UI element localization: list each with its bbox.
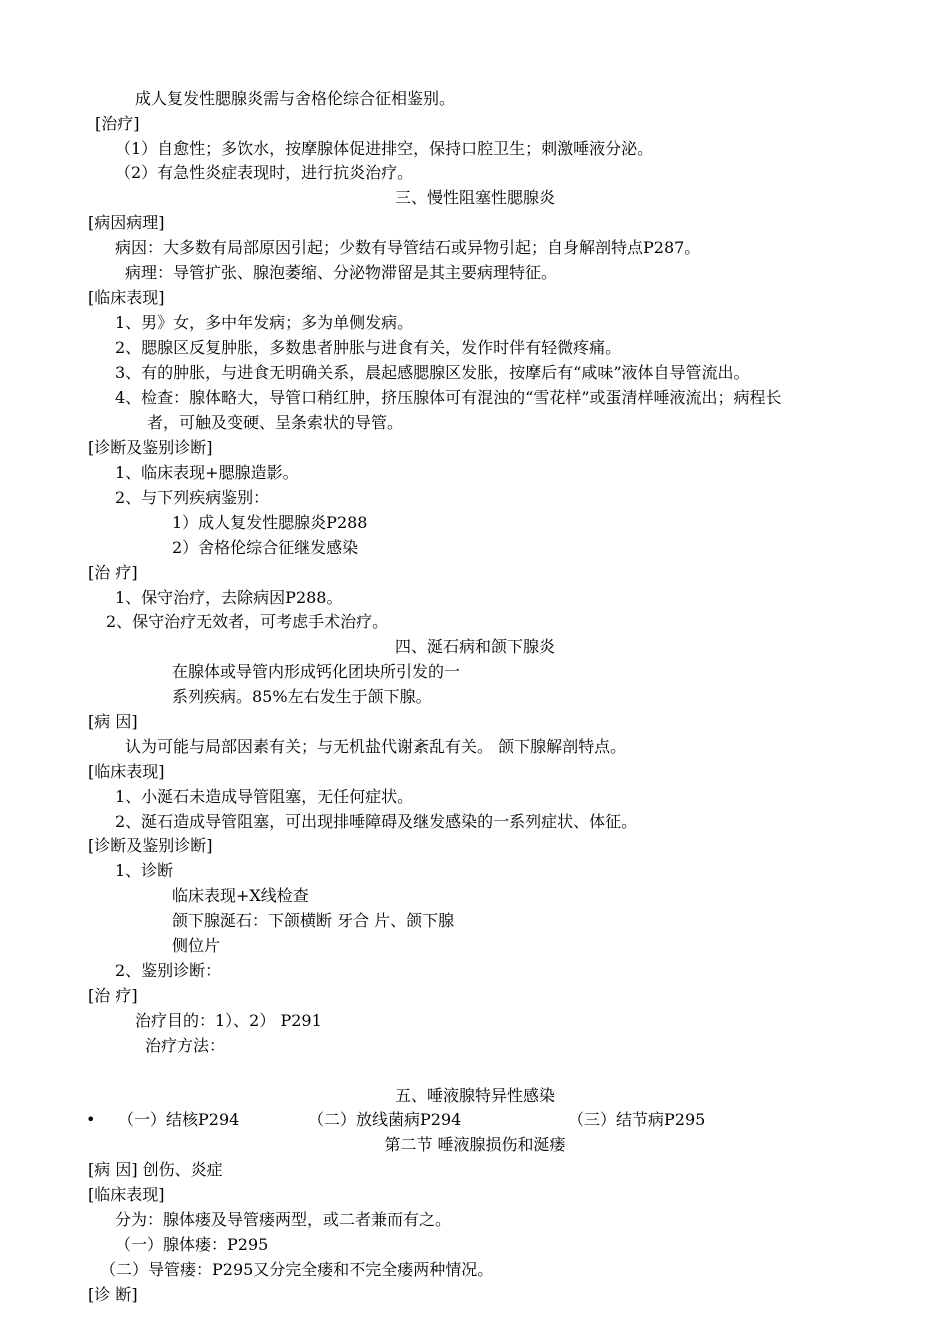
section-heading: 四、涎石病和颌下腺炎 (394, 637, 555, 656)
section-label: [诊 断] (88, 1285, 138, 1304)
bullet-list-row (0, 1110, 950, 1134)
list-item: （二）放线菌病P294 (308, 1110, 462, 1129)
text-line: 1）成人复发性腮腺炎P288 (172, 513, 368, 532)
section-label: [治疗] (95, 114, 140, 133)
section-label: [治 疗] (88, 563, 138, 582)
text-line: 2、与下列疾病鉴别： (115, 488, 270, 507)
section-label: [临床表现] (88, 1185, 165, 1204)
text-line: 3、有的肿胀，与进食无明确关系，晨起感腮腺区发胀，按摩后有“咸味”液体自导管流出。 (115, 363, 750, 382)
text-line: （1）自愈性；多饮水，按摩腺体促进排空，保持口腔卫生；刺激唾液分泌。 (115, 139, 654, 158)
text-line: 在腺体或导管内形成钙化团块所引发的一 (172, 662, 461, 681)
section-label: [病 因] 创伤、炎症 (88, 1160, 223, 1179)
text-line: 1、保守治疗，去除病因P288。 (115, 588, 343, 607)
text-line: 病理：导管扩张、腺泡萎缩、分泌物滞留是其主要病理特征。 (125, 263, 558, 282)
text-line: 侧位片 (172, 936, 221, 955)
section-label: [治 疗] (88, 986, 138, 1005)
section-label: [临床表现] (88, 762, 165, 781)
section-heading: 三、慢性阻塞性腮腺炎 (394, 188, 555, 207)
text-line: 2、保守治疗无效者，可考虑手术治疗。 (106, 612, 389, 631)
text-line: 认为可能与局部因素有关；与无机盐代谢紊乱有关。 颌下腺解剖特点。 (125, 737, 627, 756)
text-line: （2）有急性炎症表现时，进行抗炎治疗。 (115, 163, 414, 182)
text-line: 临床表现+X线检查 (172, 886, 309, 905)
section-label: [临床表现] (88, 288, 165, 307)
text-line: 者，可触及变硬、呈条索状的导管。 (147, 413, 404, 432)
list-item: （一）结核P294 (118, 1110, 240, 1129)
text-line: 治疗方法： (145, 1036, 226, 1055)
text-line: 成人复发性腮腺炎需与舍格伦综合征相鉴别。 (135, 89, 456, 108)
section-heading: 五、唾液腺特异性感染 (394, 1086, 555, 1105)
text-line: 1、临床表现+腮腺造影。 (115, 463, 299, 482)
text-line: 2、涎石造成导管阻塞，可出现排唾障碍及继发感染的一系列症状、体征。 (115, 812, 638, 831)
text-line: 4、检查：腺体略大，导管口稍红肿，挤压腺体可有混浊的“雪花样”或蛋清样唾液流出；病程长 (115, 388, 782, 407)
text-line: 1、小涎石未造成导管阻塞，无任何症状。 (115, 787, 414, 806)
text-line: 分为：腺体瘘及导管瘘两型，或二者兼而有之。 (115, 1210, 452, 1229)
section-label: [诊断及鉴别诊断] (88, 438, 213, 457)
text-line: 治疗目的：1）、2） P291 (135, 1011, 322, 1030)
section-heading: 第二节 唾液腺损伤和涎瘘 (384, 1135, 566, 1154)
text-line: 系列疾病。85%左右发生于颌下腺。 (172, 687, 432, 706)
text-line: 2、鉴别诊断： (115, 961, 222, 980)
text-line: （一）腺体瘘：P295 (115, 1235, 269, 1254)
bullet-marker: • (86, 1110, 96, 1129)
text-line: 病因：大多数有局部原因引起；少数有导管结石或异物引起；自身解剖特点P287。 (115, 238, 701, 257)
section-label: [诊断及鉴别诊断] (88, 836, 213, 855)
text-line: 1、男》女，多中年发病；多为单侧发病。 (115, 313, 414, 332)
text-line: 2）舍格伦综合征继发感染 (172, 538, 359, 557)
text-line: 2、腮腺区反复肿胀，多数患者肿胀与进食有关，发作时伴有轻微疼痛。 (115, 338, 622, 357)
text-line: 1、诊断 (115, 861, 174, 880)
list-item: （三）结节病P295 (568, 1110, 706, 1129)
section-label: [病因病理] (88, 213, 165, 232)
section-label: [病 因] (88, 712, 138, 731)
text-line: （二）导管瘘：P295又分完全瘘和不完全瘘两种情况。 (100, 1260, 494, 1279)
text-line: 颌下腺涎石：下颌横断 牙合 片、颌下腺 (172, 911, 455, 930)
